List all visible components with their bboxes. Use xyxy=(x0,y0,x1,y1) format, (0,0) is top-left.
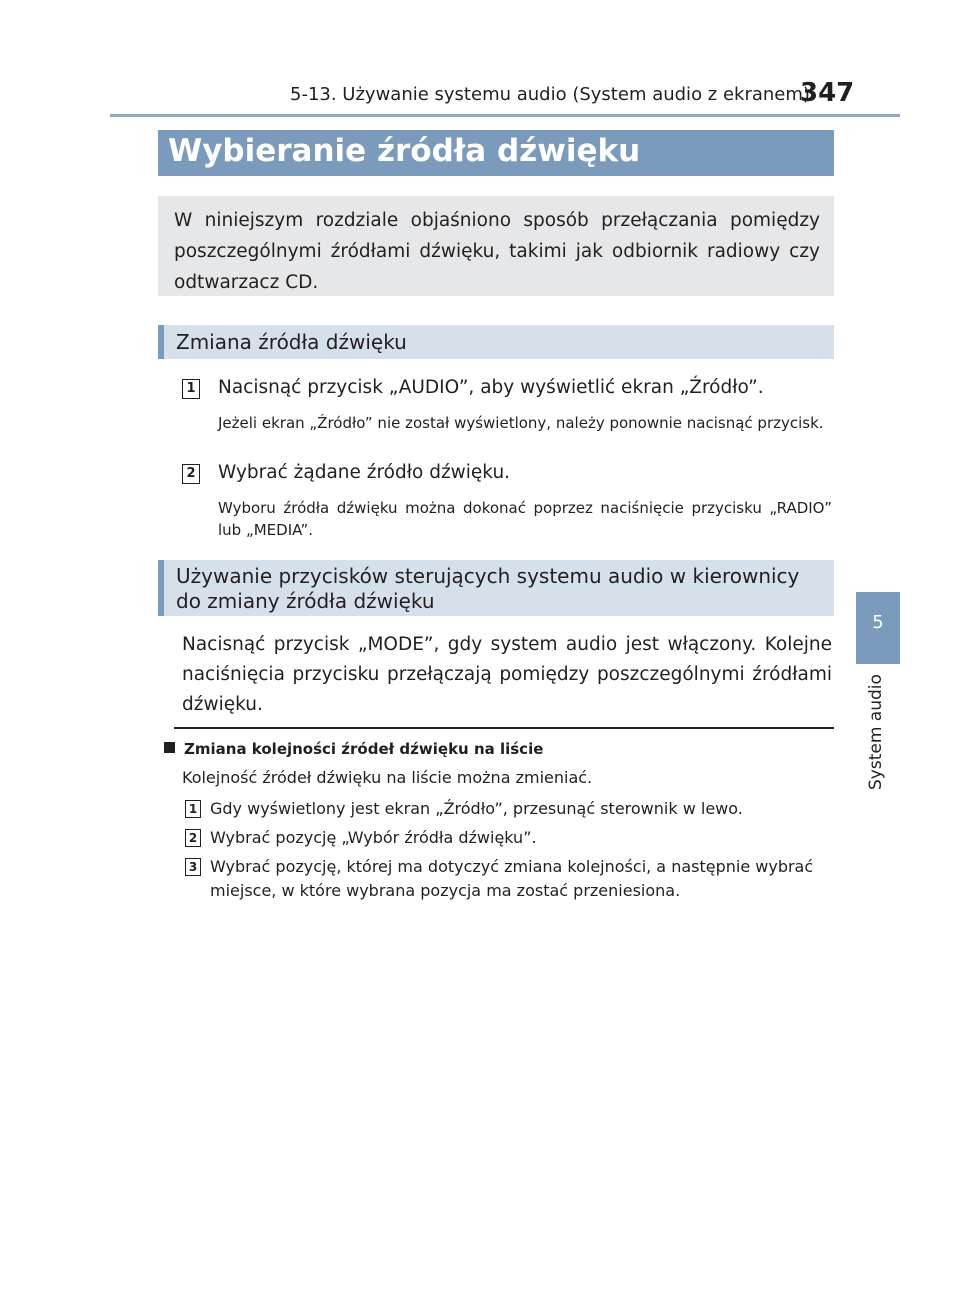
chapter-label: System audio xyxy=(866,674,886,790)
note-step-text: Wybrać pozycję „Wybór źródła dźwięku”. xyxy=(210,828,537,847)
square-bullet-icon xyxy=(164,742,175,753)
page-title: Wybieranie źródła dźwięku xyxy=(168,133,641,169)
step-number-box: 2 xyxy=(185,829,201,847)
step-note: Jeżeli ekran „Źródło” nie został wyświetlony, należy ponownie nacisnąć przycisk. xyxy=(218,414,824,432)
note-step-text: Gdy wyświetlony jest ekran „Źródło”, przesunąć sterownik w lewo. xyxy=(210,799,743,818)
header-rule xyxy=(110,114,900,117)
step-text: Nacisnąć przycisk „AUDIO”, aby wyświetlić ekran „Źródło”. xyxy=(218,377,764,398)
steering-controls-text: Nacisnąć przycisk „MODE”, gdy system audio jest włączony. Kolejne naciśnięcia przycisku przełączają pomiędzy poszczególnymi źródłami dźwięku. xyxy=(182,634,832,715)
intro-text: W niniejszym rozdziale objaśniono sposób przełączania pomiędzy poszczególnymi źródłami dźwięku, takimi jak odbiornik radiowy czy odtwarzacz CD. xyxy=(174,210,820,293)
step-text: Wybrać żądane źródło dźwięku. xyxy=(218,462,511,483)
page-title-bar xyxy=(158,130,834,176)
section-heading-change-source xyxy=(158,325,834,359)
page-number: 347 xyxy=(800,78,855,108)
step-note: Wyboru źródła dźwięku można dokonać poprzez naciśnięcie przycisku „RADIO” lub „MEDIA”. xyxy=(218,499,832,539)
step-number-box: 1 xyxy=(182,379,200,399)
step-number-box: 3 xyxy=(185,858,201,876)
note-step-text: Wybrać pozycję, której ma dotyczyć zmiana kolejności, a następnie wybrać miejsce, w które wybrana pozycja ma zostać przeniesiona. xyxy=(210,857,814,900)
chapter-number: 5 xyxy=(872,612,884,633)
section-heading-text: do zmiany źródła dźwięku xyxy=(176,589,435,613)
step-number-box: 2 xyxy=(182,464,200,484)
section-heading-steering-controls xyxy=(158,560,834,616)
section-heading-text: Używanie przycisków sterujących systemu audio w kierownicy xyxy=(176,564,800,588)
step-number-box: 1 xyxy=(185,800,201,818)
note-heading: Zmiana kolejności źródeł dźwięku na liście xyxy=(184,740,544,758)
divider xyxy=(174,727,834,729)
intro-box xyxy=(158,196,834,296)
header-section-title: 5-13. Używanie systemu audio (System audio z ekranem) xyxy=(290,84,810,105)
section-heading-text: Zmiana źródła dźwięku xyxy=(176,330,407,354)
note-intro: Kolejność źródeł dźwięku na liście można zmieniać. xyxy=(182,768,593,787)
